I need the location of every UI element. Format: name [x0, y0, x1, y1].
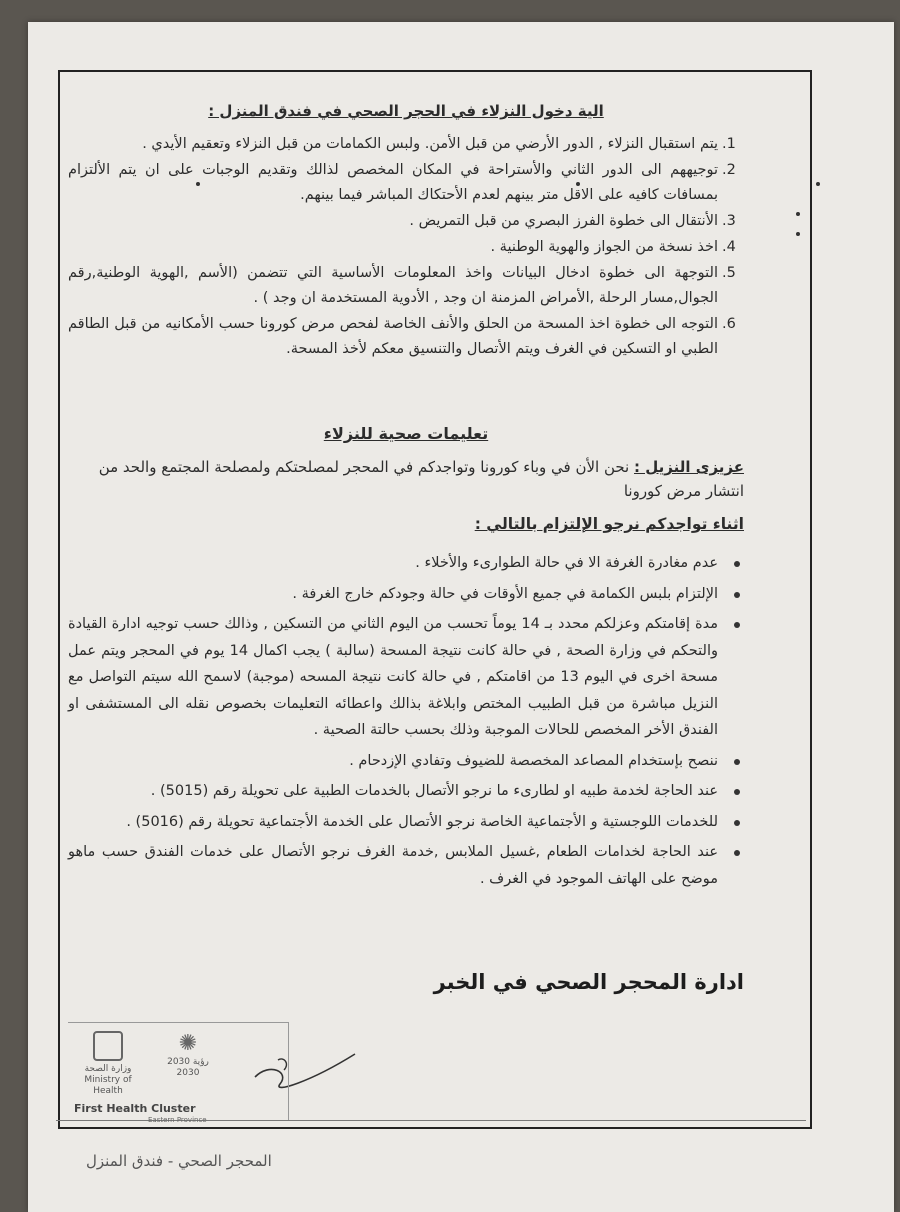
bullet-icon: [734, 759, 740, 765]
footer-caption: المحجر الصحي - فندق المنزل: [86, 1152, 272, 1170]
paper-mark: [796, 232, 800, 236]
dear-guest-label: عزيزى النزيل :: [634, 458, 744, 476]
list-item: 4. اخذ نسخة من الجواز والهوية الوطنية .: [490, 239, 736, 255]
list-item: 1. يتم استقبال النزلاء , الدور الأرضي من قبل الأمن. ولبس الكمامات من قبل النزلاء وتعقيم الأيدي .: [142, 136, 736, 152]
bullet-icon: [734, 561, 740, 567]
list-item: 5. التوجهة الى خطوة ادخال البيانات واخذ المعلومات الأساسية التي تتضمن (الأسم ,الهوية الوطنية,رقم الجوال,مسار الرحلة ,الأمراض المزمنة ان وجد , الأدوية المستخدمة ان وجد ) .: [68, 265, 736, 306]
list-item: 2. توجيههم الى الدور الثاني والأستراحة في المكان المخصص لذالك وتقديم الوجبات على ان يتم الألتزام بمسافات كافيه على الاقل متر بينهم لعدم الأحتكاك المباشر فيما بينهم.: [68, 162, 736, 203]
issuer-name: ادارة المحجر الصحي في الخبر: [433, 970, 744, 994]
cluster-subtitle: Eastern Province: [148, 1116, 207, 1124]
instructions-list: [68, 550, 744, 896]
vision-emblem-icon: ✺: [178, 1031, 198, 1056]
dear-guest-text: نحن الأن في وباء كورونا وتواجدكم في المحجر لمصلحتكم ولمصلحة المجتمع والحد من انتشار مرض كورونا: [98, 458, 744, 500]
bullet-icon: [734, 789, 740, 795]
bullet-icon: [734, 622, 740, 628]
list-item: 6. التوجه الى خطوة اخذ المسحة من الحلق والأنف الخاصة لفحص مرض كورونا حسب الأمكانيه من قبل الطاقم الطبي او التسكين في الغرف ويتم الأتصال والتنسيق معكم لأخذ المسحة.: [68, 316, 736, 357]
list-item: الإلتزام بلبس الكمامة في جميع الأوقات في حالة وجودكم خارج الغرفة .: [68, 581, 744, 608]
steps-list: [68, 132, 744, 363]
list-item: عدم مغادرة الغرفة الا في حالة الطوارىء والأخلاء .: [68, 550, 744, 577]
cluster-name: First Health Cluster: [74, 1102, 196, 1115]
section-title: تعليمات صحية للنزلاء: [323, 424, 489, 443]
dear-guest-paragraph: [68, 455, 744, 503]
list-item: عند الحاجة لخدامات الطعام ,غسيل الملابس ,خدمة الغرف نرجو الأتصال على خدمات الفندق حسب ماهو موضح على الهاتف الموجود في الغرف .: [68, 839, 744, 892]
list-item: للخدمات اللوجستية و الأجتماعية الخاصة نرجو الأتصال على الخدمة الأجتماعية تحويلة رقم (5016) .: [68, 809, 744, 836]
list-item: عند الحاجة لخدمة طبيه او لطارىء ما نرجو الأتصال بالخدمات الطبية على تحويلة رقم (5015) .: [68, 778, 744, 805]
bullet-icon: [734, 850, 740, 856]
list-item: ننصح بإستخدام المصاعد المخصصة للضيوف وتفادي الإزدحام .: [68, 748, 744, 775]
commitment-title: اثناء تواجدكم نرجو الإلتزام بالتالي :: [474, 515, 744, 533]
paper-mark: [796, 212, 800, 216]
bullet-icon: [734, 592, 740, 598]
moh-emblem-icon: [93, 1031, 123, 1061]
list-item: 3. الأنتقال الى خطوة الفرز البصري من قبل التمريض .: [409, 213, 736, 229]
page-title: الية دخول النزلاء في الحجر الصحي في فندق المنزل :: [208, 102, 604, 120]
list-item: مدة إقامتكم وعزلكم محدد بـ 14 يوماً تحسب من اليوم الثاني من التسكين , وذالك حسب توجيه ادارة القيادة والتحكم في وزارة الصحة , في حالة كانت نتيجة المسحة (سالبة ) يجب اكمال 14 يوم في المحجر ويتم عمل مسحة اخرى في اليوم 13 من اقامتكم , في حالة كانت نتيجة المسحه (موجبة) لاسمح الله سيتم التواصل مع النزيل مباشرة من قبل الطبيب المختص وابلاغة بذالك واعطائه التعليمات بخصوص نقله الى المستشفى او الفندق الأخر المخصص للحالات الموجبة وذلك بحسب حالتة الصحية .: [68, 611, 744, 744]
bullet-icon: [734, 820, 740, 826]
paper-sheet: [28, 22, 894, 1212]
paper-mark: [816, 182, 820, 186]
vision-logo: ✺ رؤية 2030 2030: [158, 1031, 218, 1079]
moh-logo: وزارة الصحة Ministry of Health: [78, 1031, 138, 1097]
